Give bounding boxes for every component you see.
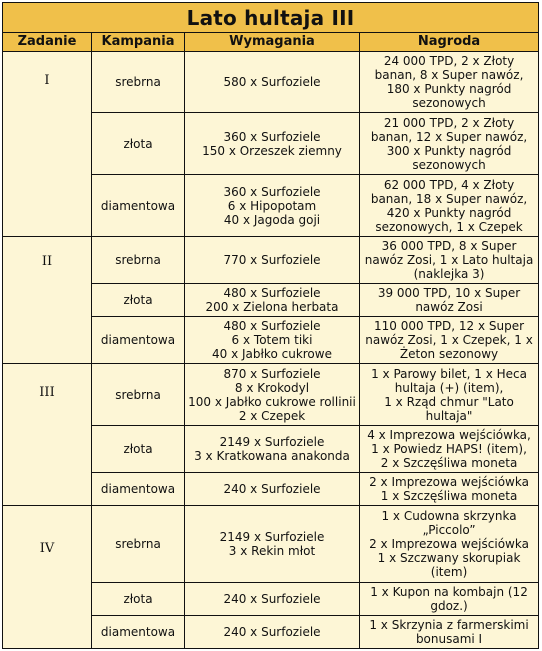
table-row xyxy=(3,237,539,284)
reward-line: nawóz Zosi, 1 x Lato hultaja xyxy=(364,253,534,267)
reward-cell xyxy=(360,426,539,473)
reward-line: 300 x Punkty nagród xyxy=(386,143,512,158)
table-row xyxy=(3,52,539,113)
campaign-cell: srebrna xyxy=(92,52,185,113)
reward-line: bonusami I xyxy=(415,632,483,646)
reward-line: 1 x Powiedz HAPS! (item), xyxy=(371,442,527,456)
reward-line: 2 x Imprezowa wejściówka xyxy=(369,475,529,489)
requirement-line: 580 x Surfoziele xyxy=(223,75,321,89)
reward-cell xyxy=(360,52,539,113)
reward-line: 2 x Imprezowa wejściówka xyxy=(369,537,529,551)
reward-line: 39 000 TPD, 10 x Super xyxy=(377,286,521,300)
campaign-cell: złota xyxy=(92,426,185,473)
reward-cell xyxy=(360,583,539,616)
requirements-cell xyxy=(185,426,360,473)
task-number-cell: II xyxy=(3,237,92,364)
requirement-line: 200 x Zielona herbata xyxy=(205,300,339,314)
reward-line: 1 x Parowy bilet, 1 x Heca xyxy=(371,366,527,381)
requirement-line: 6 x Hipopotam xyxy=(227,198,317,213)
requirements-cell xyxy=(185,473,360,506)
requirements-cell xyxy=(185,52,360,113)
reward-line: 110 000 TPD, 12 x Super xyxy=(374,319,525,333)
rewards-table-container xyxy=(2,2,538,649)
campaign-cell: złota xyxy=(92,284,185,317)
reward-cell xyxy=(360,473,539,506)
reward-line: 180 x Punkty nagród xyxy=(386,82,512,96)
reward-cell xyxy=(360,506,539,583)
requirement-line: 360 x Surfoziele xyxy=(223,129,321,144)
reward-line: 4 x Imprezowa wejściówka, xyxy=(367,428,531,442)
reward-line: nawóz Zosi xyxy=(415,300,483,314)
reward-line: 21 000 TPD, 2 x Złoty xyxy=(383,115,515,130)
reward-line: 1 x Rząd chmur "Lato xyxy=(384,394,514,409)
requirements-cell xyxy=(185,616,360,649)
table-row xyxy=(3,506,539,583)
requirement-line: 360 x Surfoziele xyxy=(223,184,321,199)
requirements-cell xyxy=(185,284,360,317)
reward-line: 62 000 TPD, 4 x Złoty xyxy=(383,177,515,192)
reward-cell xyxy=(360,237,539,284)
requirement-line: 40 x Jagoda goji xyxy=(223,212,321,227)
reward-line: nawóz Zosi, 1 x Czepek, 1 x xyxy=(365,333,533,347)
requirement-line: 240 x Surfoziele xyxy=(223,625,321,639)
requirement-line: 2149 x Surfoziele xyxy=(219,435,325,449)
task-number-cell: III xyxy=(3,364,92,506)
requirement-line: 150 x Orzeszek ziemny xyxy=(202,143,342,158)
reward-line: gdoz.) xyxy=(430,599,468,613)
reward-line: sezonowych xyxy=(412,157,486,172)
reward-cell xyxy=(360,364,539,426)
requirement-line: 3 x Kratkowana anakonda xyxy=(194,449,350,463)
requirement-line: 8 x Krokodyl xyxy=(234,380,310,395)
reward-line: 1 x Szczwany skorupiak xyxy=(377,551,521,565)
reward-cell xyxy=(360,284,539,317)
campaign-cell: złota xyxy=(92,583,185,616)
requirements-cell xyxy=(185,237,360,284)
header-kampania: Kampania xyxy=(92,33,185,52)
reward-line: banan, 12 x Super nawóz, xyxy=(370,129,528,144)
reward-cell xyxy=(360,317,539,364)
requirement-line: 240 x Surfoziele xyxy=(223,482,321,496)
campaign-cell: diamentowa xyxy=(92,473,185,506)
requirements-cell xyxy=(185,317,360,364)
requirements-cell xyxy=(185,364,360,426)
reward-cell xyxy=(360,175,539,237)
reward-line: hultaja (+) (item), xyxy=(394,380,504,395)
header-wymagania: Wymagania xyxy=(185,33,360,52)
requirement-line: 770 x Surfoziele xyxy=(223,253,321,267)
reward-line: sezonowych xyxy=(412,96,486,110)
campaign-cell: srebrna xyxy=(92,506,185,583)
reward-line: banan, 18 x Super nawóz, xyxy=(370,191,528,206)
reward-line: sezonowych, 1 x Czepek xyxy=(375,219,523,234)
requirement-line: 6 x Totem tiki xyxy=(231,333,313,347)
reward-cell xyxy=(360,113,539,175)
requirements-cell xyxy=(185,583,360,616)
requirement-line: 40 x Jabłko cukrowe xyxy=(212,347,332,361)
reward-line: Żeton sezonowy xyxy=(399,347,499,361)
campaign-cell: złota xyxy=(92,113,185,175)
reward-line: banan, 8 x Super nawóz, xyxy=(374,68,524,82)
requirements-cell xyxy=(185,506,360,583)
reward-line: (item) xyxy=(430,565,468,579)
campaign-cell: diamentowa xyxy=(92,616,185,649)
requirement-line: 480 x Surfoziele xyxy=(223,319,321,333)
reward-line: 420 x Punkty nagród xyxy=(386,205,512,220)
requirement-line: 870 x Surfoziele xyxy=(223,366,321,381)
reward-line: 1 x Kupon na kombajn (12 xyxy=(370,585,528,599)
requirement-line: 2149 x Surfoziele xyxy=(219,530,325,544)
reward-line: (naklejka 3) xyxy=(413,267,485,281)
reward-cell xyxy=(360,616,539,649)
campaign-cell: srebrna xyxy=(92,364,185,426)
campaign-cell: srebrna xyxy=(92,237,185,284)
requirement-line: 100 x Jabłko cukrowe rollinii xyxy=(188,394,356,409)
reward-line: 1 x Skrzynia z farmerskimi xyxy=(369,618,529,632)
rewards-table xyxy=(2,2,539,649)
reward-line: 1 x Cudowna skrzynka xyxy=(381,509,517,523)
reward-line: 1 x Szczęśliwa moneta xyxy=(380,489,518,503)
task-number-cell: IV xyxy=(3,506,92,649)
requirements-cell xyxy=(185,113,360,175)
reward-line: „Piccolo” xyxy=(422,523,476,537)
header-nagroda: Nagroda xyxy=(360,33,539,52)
table-title: Lato hultaja III xyxy=(3,3,539,33)
reward-line: 36 000 TPD, 8 x Super xyxy=(381,239,517,253)
requirement-line: 480 x Surfoziele xyxy=(223,286,321,300)
campaign-cell: diamentowa xyxy=(92,317,185,364)
requirements-cell xyxy=(185,175,360,237)
header-zadanie: Zadanie xyxy=(3,33,92,52)
reward-line: 24 000 TPD, 2 x Złoty xyxy=(383,54,515,68)
requirement-line: 2 x Czepek xyxy=(238,408,306,423)
reward-line: hultaja" xyxy=(425,408,473,423)
requirement-line: 240 x Surfoziele xyxy=(223,592,321,606)
requirement-line: 3 x Rekin młot xyxy=(228,544,316,558)
table-row xyxy=(3,364,539,426)
table-body xyxy=(3,52,539,649)
task-number-cell: I xyxy=(3,52,92,237)
reward-line: 2 x Szczęśliwa moneta xyxy=(380,456,518,470)
campaign-cell: diamentowa xyxy=(92,175,185,237)
